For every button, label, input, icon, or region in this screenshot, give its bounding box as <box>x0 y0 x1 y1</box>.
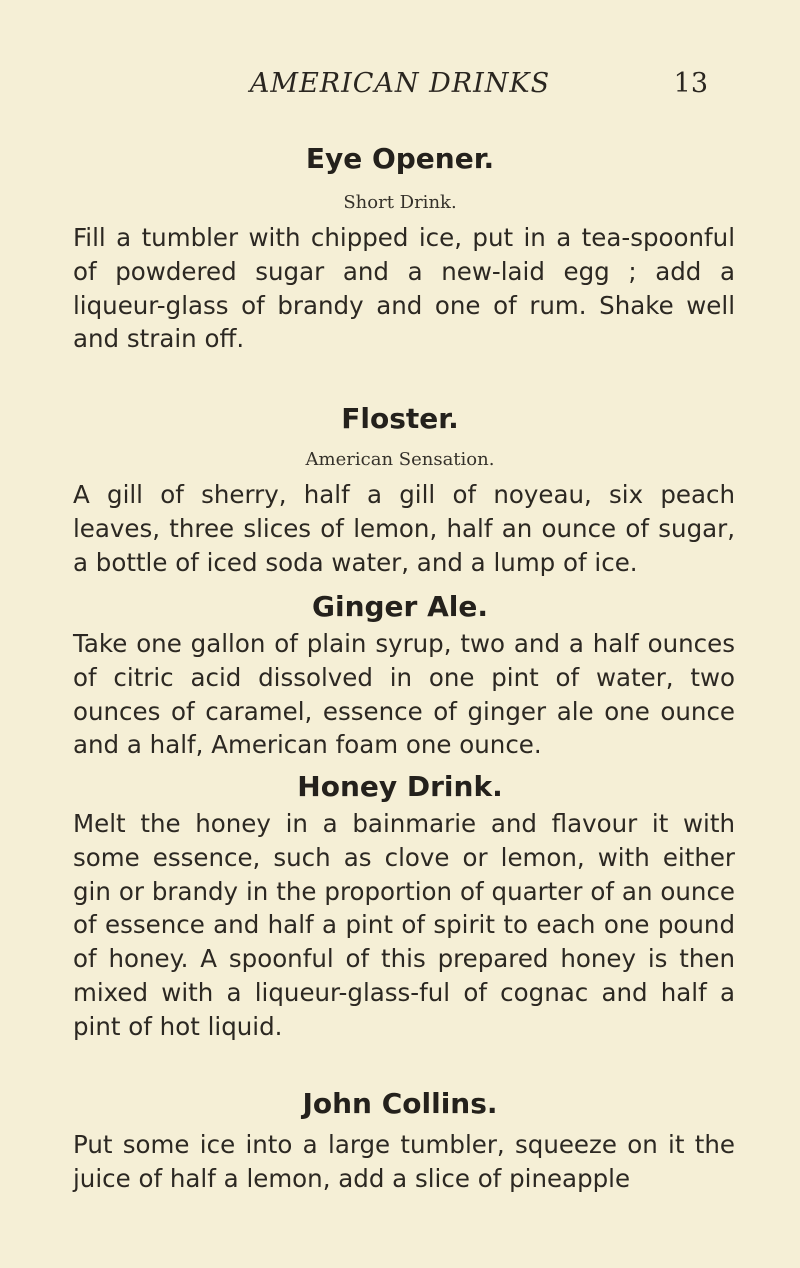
recipe-body-john-collins: Put some ice into a large tumbler, squeeze on it the juice of half a lemon, add a slice of pineapple <box>73 1130 735 1193</box>
recipe-title-john-collins: John Collins. <box>302 1087 498 1120</box>
page-number: 13 <box>673 68 708 99</box>
recipe-title-honey-drink: Honey Drink. <box>297 770 503 803</box>
recipe-title-floster: Floster. <box>341 402 459 435</box>
recipe-title-ginger-ale: Ginger Ale. <box>312 590 488 623</box>
recipe-body-ginger-ale: Take one gallon of plain syrup, two and a half ounces of citric acid dissolved in one pint of water, two ounces of caramel, essence of ginger ale one ounce and a half, American foam one ounce. <box>73 629 735 760</box>
running-head <box>0 68 800 108</box>
running-title: AMERICAN DRINKS <box>249 68 551 99</box>
recipe-subtitle-floster: American Sensation. <box>305 449 495 470</box>
recipe-title-eye-opener: Eye Opener. <box>305 142 495 175</box>
recipe-subtitle-eye-opener: Short Drink. <box>343 192 457 213</box>
recipe-body-eye-opener: Fill a tumbler with chipped ice, put in a tea-spoonful of powdered sugar and a new-laid egg ; add a liqueur-glass of brandy and one of rum. Shake well and strain off. <box>73 223 735 354</box>
recipe-body-floster: A gill of sherry, half a gill of noyeau, six peach leaves, three slices of lemon, half an ounce of sugar, a bottle of iced soda water, and a lump of ice. <box>73 480 735 577</box>
recipe-body-honey-drink: Melt the honey in a bainmarie and flavour it with some essence, such as clove or lemon, with either gin or brandy in the proportion of quarter of an ounce of essence and half a pint of spirit to each one pound of honey. A spoonful of this prepared honey is then mixed with a liqueur-glass-ful of cognac and half a pint of hot liquid. <box>73 809 735 1041</box>
